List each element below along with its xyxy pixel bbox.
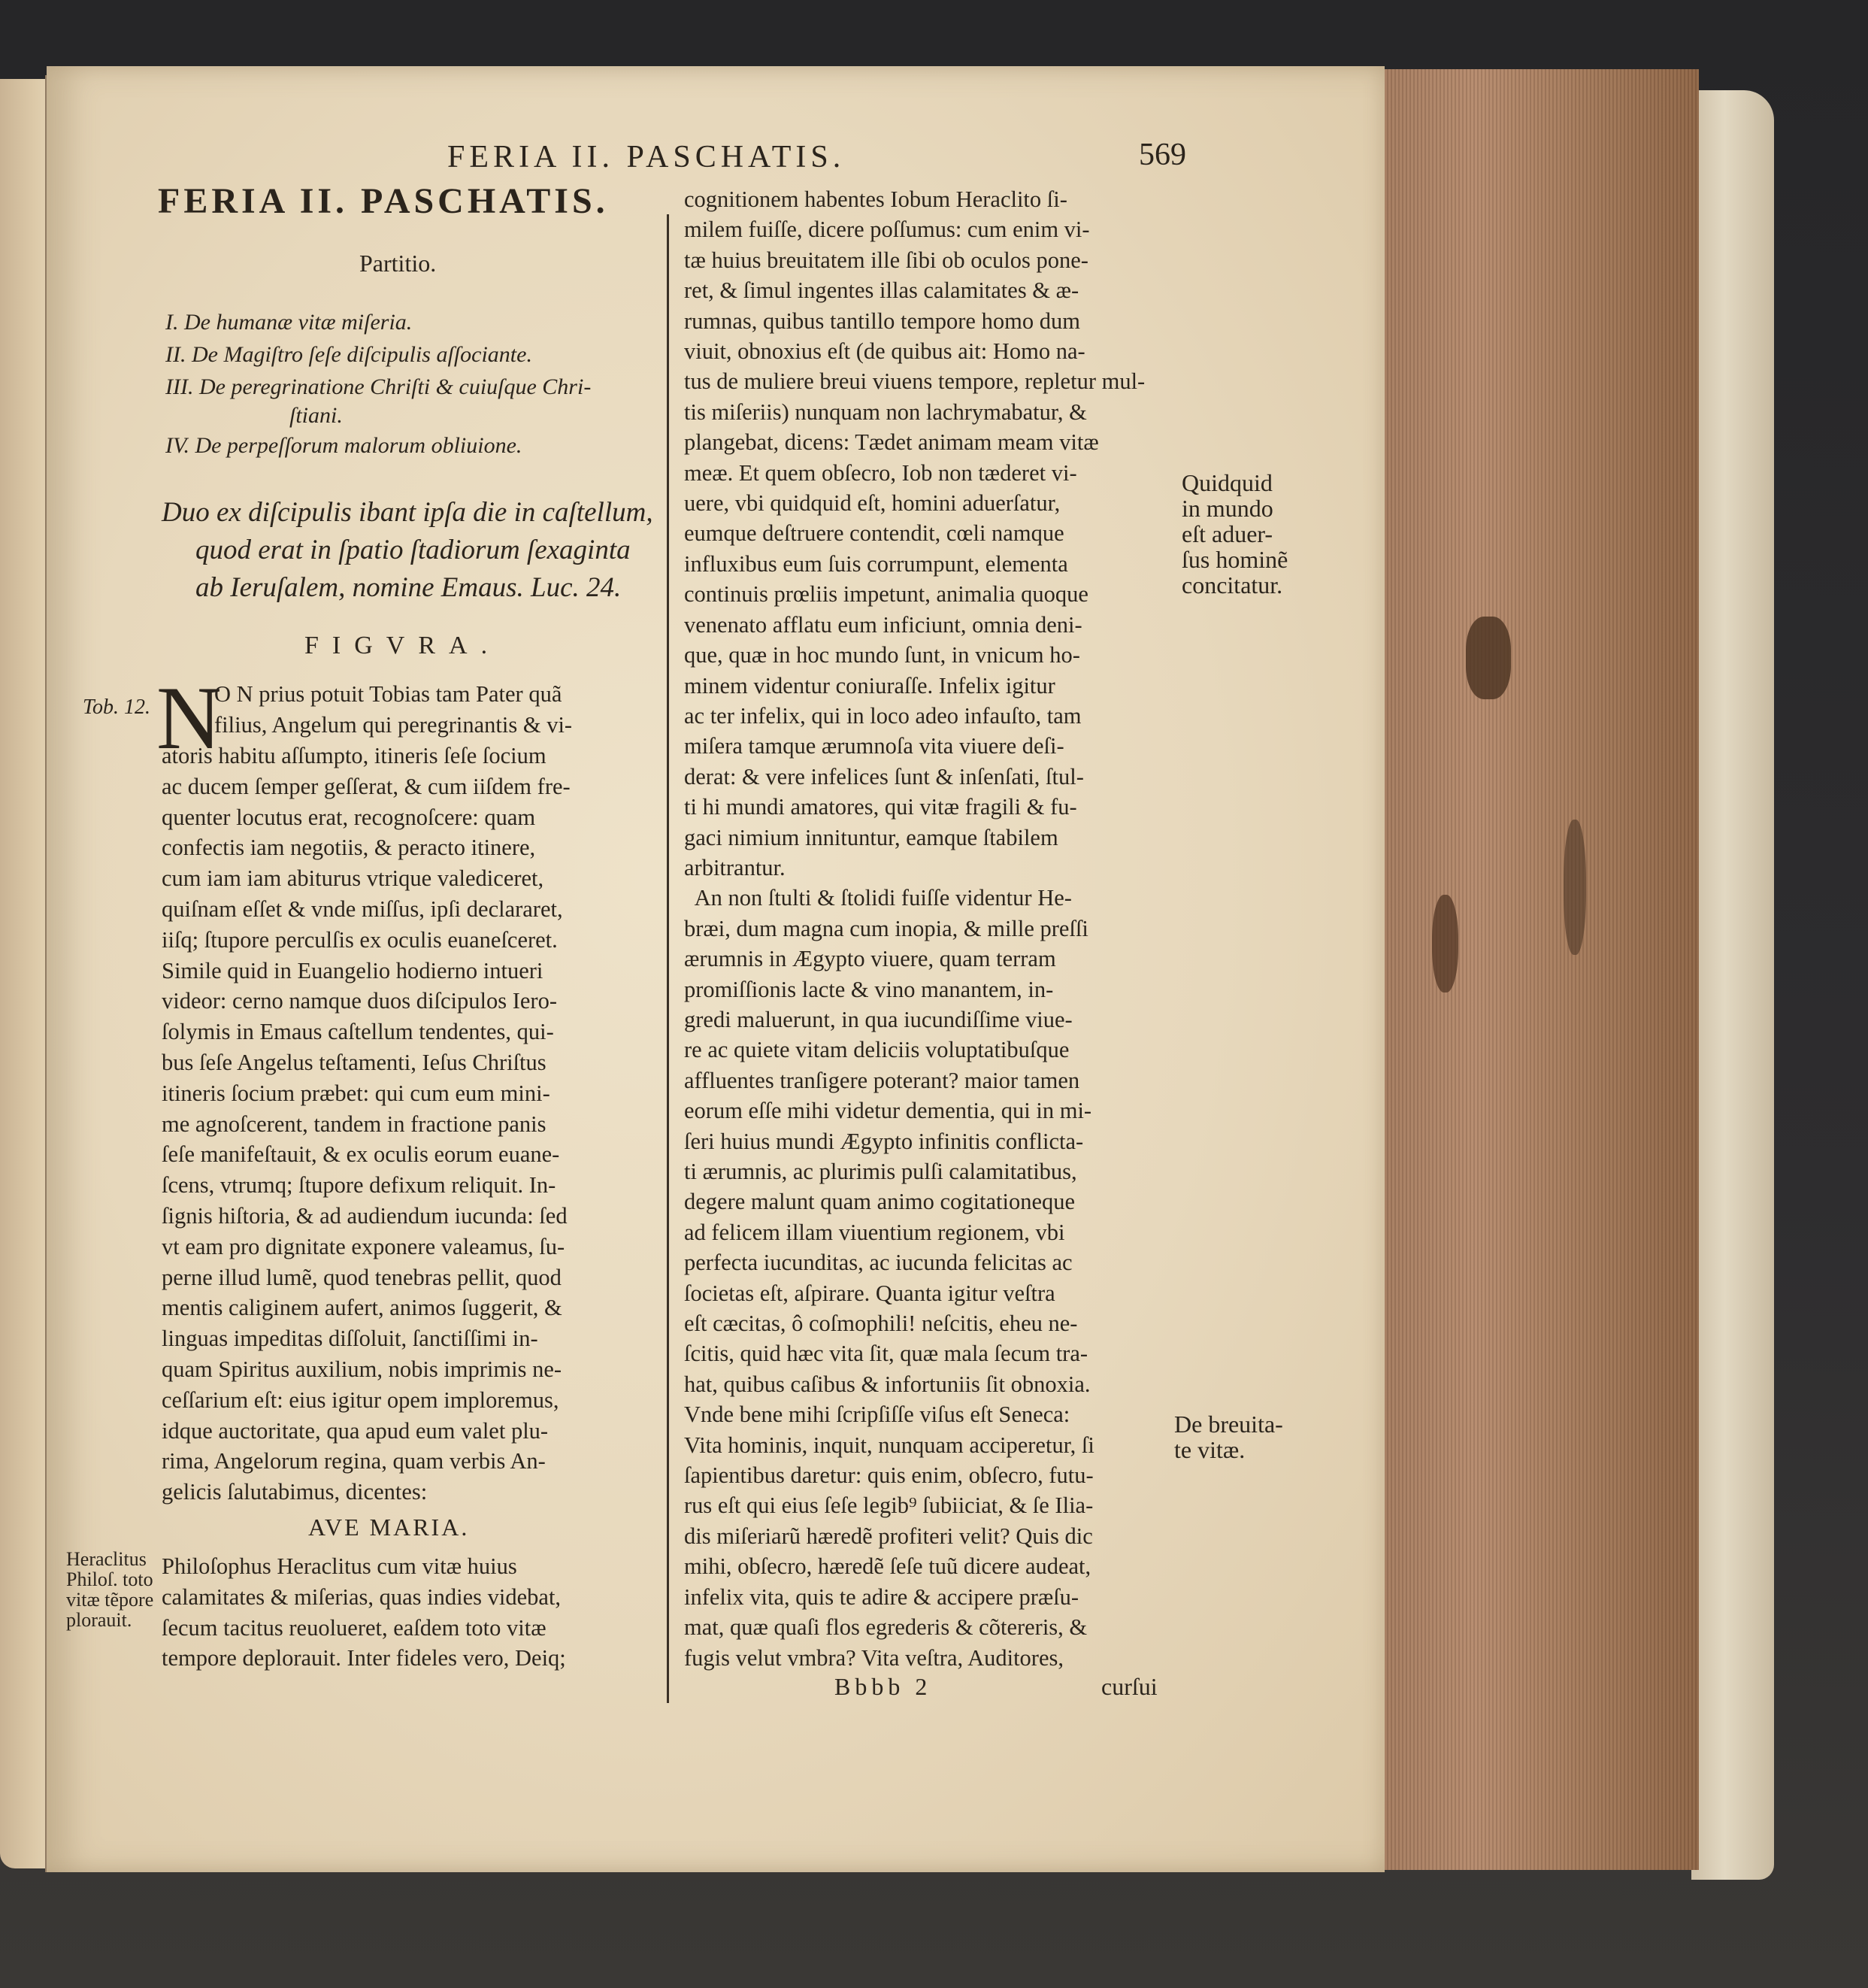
signature-mark: Bbbb 2 — [834, 1673, 932, 1700]
partitio-item: III. De peregrinatione Chriſti & cuiuſque Chri- — [165, 374, 592, 399]
partitio-item: I. De humanæ vitæ miſeria. — [165, 310, 413, 335]
page-title: FERIA II. PASCHATIS. — [158, 181, 609, 221]
catchword: curſui — [1101, 1673, 1158, 1700]
stain-mark — [1564, 820, 1586, 955]
gospel-verse: quod erat in ſpatio ſtadiorum ſexaginta — [195, 535, 631, 565]
book-cover-edge — [1691, 90, 1774, 1880]
gospel-verse: ab Ieruſalem, nomine Emaus. Luc. 24. — [195, 572, 622, 603]
gospel-verse: Duo ex diſcipulis ibant ipſa die in caſtellum, — [162, 497, 653, 528]
drop-initial: N — [156, 668, 222, 768]
partitio-item: II. De Magiſtro ſeſe diſcipulis aſſociante. — [165, 342, 532, 367]
partitio-item: ſtiani. — [289, 403, 343, 428]
stain-mark — [1432, 895, 1458, 992]
margin-note-tob: Tob. 12. — [83, 695, 151, 719]
margin-note-heraclitus: Heraclitus Philoſ. toto vitæ tẽpore plorauit. — [66, 1548, 154, 1631]
margin-note-quidquid: Quidquid in mundo eſt aduer- ſus hominẽ concitatur. — [1182, 469, 1288, 599]
running-head: FERIA II. PASCHATIS. — [447, 140, 846, 174]
section-heading: FIGVRA. — [304, 632, 501, 659]
partitio-item: IV. De perpeſſorum malorum obliuione. — [165, 433, 522, 458]
ave-maria-heading: AVE MARIA. — [308, 1514, 470, 1541]
page-fore-edge — [1379, 69, 1699, 1870]
body-paragraph-end: Philoſophus Heraclitus cum vitæ huius calamitates & miſerias, quas indies videbat, ſecum tacitus reuolueret, eaſdem toto vitæ tempore deplorauit. Inter fideles vero, Deiq; — [162, 1553, 566, 1671]
body-paragraph: atoris habitu aſſumpto, itineris ſeſe ſocium ac ducem ſemper geſſerat, & cum iiſdem fre- quenter locutus erat, recognoſcere: quam confectis iam negotiis, & peracto itinere, cum iam iam abiturus vtrique valediceret, quiſnam eſſet & vnde miſſus, ipſi declararet, iiſq; ſtupore perculſis ex oculis euaneſceret. Simile quid in Euangelio hodierno intueri videor: cerno namque duos diſcipulos Iero- ſolymis in Emaus caſtellum tendentes, qui- bus ſeſe Angelus teſtamenti, Ieſus Chriſtus itineris ſocium præbet: qui cum eum mini- me agnoſcerent, tandem in fractione panis ſeſe manifeſtauit, & ex oculis eorum euane- ſcens, vtrumq; ſtupore defixum reliquit. In- ſignis hiſtoria, & ad audiendum iucunda: ſed vt eam pro dignitate exponere valeamus, ſu- perne illud lumẽ, quod tenebras pellit, quod mentis caliginem aufert, animos ſuggerit, & linguas impeditas diſſoluit, ſanctiſſimi in- quam Spiritus auxilium, nobis imprimis ne- ceſſarium eſt: eius igitur opem imploremus, idque auctoritate, qua apud eum valet plu- rima, Angelorum regina, quam verbis An- gelicis ſalutabimus, dicentes: — [162, 743, 571, 1505]
margin-note-breuitate: De breuita- te vitæ. — [1174, 1411, 1283, 1463]
page-number: 569 — [1139, 138, 1186, 172]
partitio-heading: Partitio. — [359, 250, 437, 277]
body-right-column: cognitionem habentes Iobum Heraclito ſi- milem fuiſſe, dicere poſſumus: cum enim vi- tæ huius breuitatem ille ſibi ob oculos pone- ret, & ſimul ingentes illas calamitates & æ- rumnas, quibus tantillo tempore homo dum viuit, obnoxius eſt (de quibus ait: Homo na- tus de muliere breui viuens tempore, repletur mul- tis miſeriis) nunquam non lachrymabatur, & plangebat, dicens: Tædet animam meam vitæ meæ. Et quem obſecro, Iob non tæderet vi- uere, vbi quidquid eſt, homini aduerſatur, eumque deſtruere contendit, cœli namque influxibus eum ſuis corrumpunt, elementa continuis prœliis impetunt, animalia quoque venenato afflatu eum inficiunt, omnia deni- que, quæ in hoc mundo ſunt, in vnicum ho- minem videntur coniuraſſe. Infelix igitur ac ter infelix, qui in loco adeo infauſto, tam miſera tamque ærumnoſa vita viuere deſi- derat: & vere infelices ſunt & inſenſati, ſtul- ti hi mundi amatores, qui vitæ fragili & fu- gaci nimium innituntur, eamque ſtabilem arbitrantur. An non ſtulti & ſtolidi fuiſſe videntur He- bræi, dum magna cum inopia, & mille preſſi ærumnis in Ægypto viuere, quam terram promiſſionis lacte & vino manantem, in- gredi maluerunt, in qua iucundiſſime viue- re ac quiete vitam deliciis voluptatibuſque affluentes tranſigere poterant? maior tamen eorum eſſe mihi videtur dementia, qui in mi- ſeri huius mundi Ægypto infinitis conflicta- ti ærumnis, ac plurimis pulſi calamitatibus, degere malunt quam animo cogitationeque ad felicem illam viuentium regionem, vbi perfecta iucunditas, ac iucunda felicitas ac ſocietas eſt, aſpirare. Quanta igitur veſtra eſt cæcitas, ô coſmophili! neſcitis, eheu ne- ſcitis, quid hæc vita ſit, quæ mala ſecum tra- hat, quibus caſibus & infortuniis ſit obnoxia. Vnde bene mihi ſcripſiſſe viſus eſt Seneca: Vita hominis, inquit, nunquam acciperetur, ſi ſapientibus daretur: quis enim, obſecro, futu- rus eſt qui eius ſeſe legib⁹ ſubiiciat, & ſe Ilia- dis miſeriarũ hæredẽ profiteri velit? Quis dic mihi, obſecro, hæredẽ ſeſe tuũ dicere audeat, infelix vita, quis te adire & accipere præſu- mat, quæ quaſi flos egrederis & cõtereris, & fugis velut vmbra? Vita veſtra, Auditores, — [684, 186, 1146, 1671]
body-paragraph-opening: O N prius potuit Tobias tam Pater quã filius, Angelum qui peregrinantis & vi- — [214, 681, 573, 738]
column-rule — [667, 214, 669, 1703]
stain-mark — [1466, 617, 1511, 699]
